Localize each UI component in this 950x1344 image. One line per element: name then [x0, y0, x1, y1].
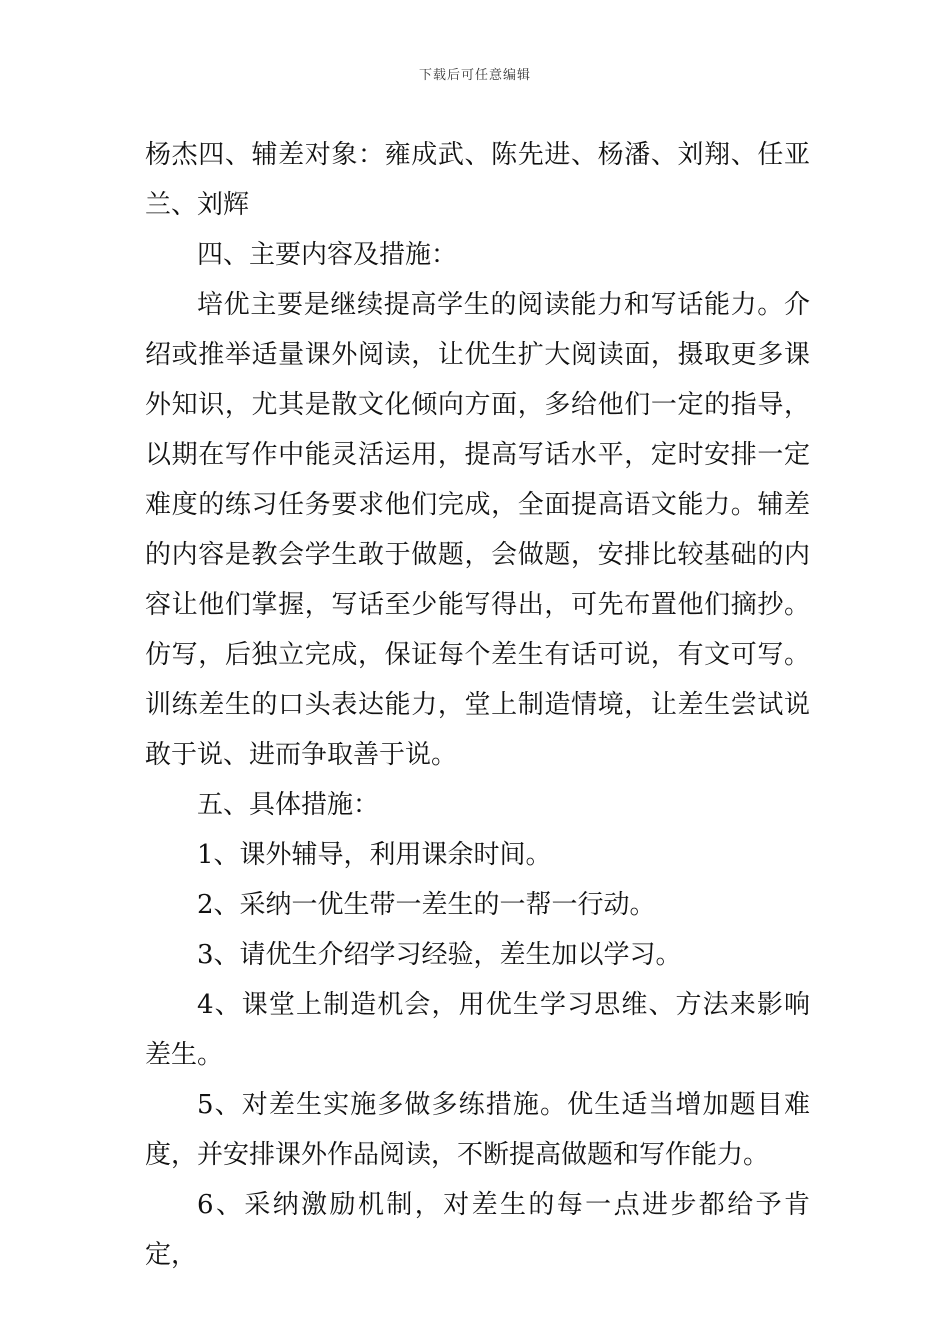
paragraph-target-students: 杨杰四、辅差对象：雍成武、陈先进、杨潘、刘翔、任亚兰、刘辉 — [145, 140, 810, 220]
list-item-measure-5: 5、对差生实施多做多练措施。优生适当增加题目难度，并安排课外作品阅读，不断提高做题和写作能力。 — [145, 1090, 810, 1170]
heading-main-content: 四、主要内容及措施： — [197, 240, 458, 270]
heading-specific-measures: 五、具体措施： — [197, 790, 380, 820]
list-item-measure-3: 3、请优生介绍学习经验，差生加以学习。 — [197, 940, 682, 970]
paragraph-main-content: 培优主要是继续提高学生的阅读能力和写话能力。介绍或推举适量课外阅读，让优生扩大阅读面，摄取更多课外知识，尤其是散文化倾向方面，多给他们一定的指导，以期在写作中能灵活运用，提高写话水平，定时安排一定难度的练习任务要求他们完成，全面提高语文能力。辅差的内容是教会学生敢于做题，会做题，安排比较基础的内容让他们掌握，写话至少能写得出，可先布置他们摘抄。仿写，后独立完成，保证每个差生有话可说，有文可写。训练差生的口头表达能力，堂上制造情境，让差生尝试说敢于说、进而争取善于说。 — [145, 290, 810, 770]
list-item-measure-4: 4、课堂上制造机会，用优生学习思维、方法来影响差生。 — [145, 990, 810, 1070]
list-item-measure-2: 2、采纳一优生带一差生的一帮一行动。 — [197, 890, 656, 920]
list-item-measure-6: 6、采纳激励机制，对差生的每一点进步都给予肯定， — [145, 1190, 810, 1270]
list-item-measure-1: 1、课外辅导，利用课余时间。 — [197, 840, 552, 870]
page-header: 下载后可任意编辑 — [418, 68, 531, 83]
document-body — [145, 130, 810, 1280]
